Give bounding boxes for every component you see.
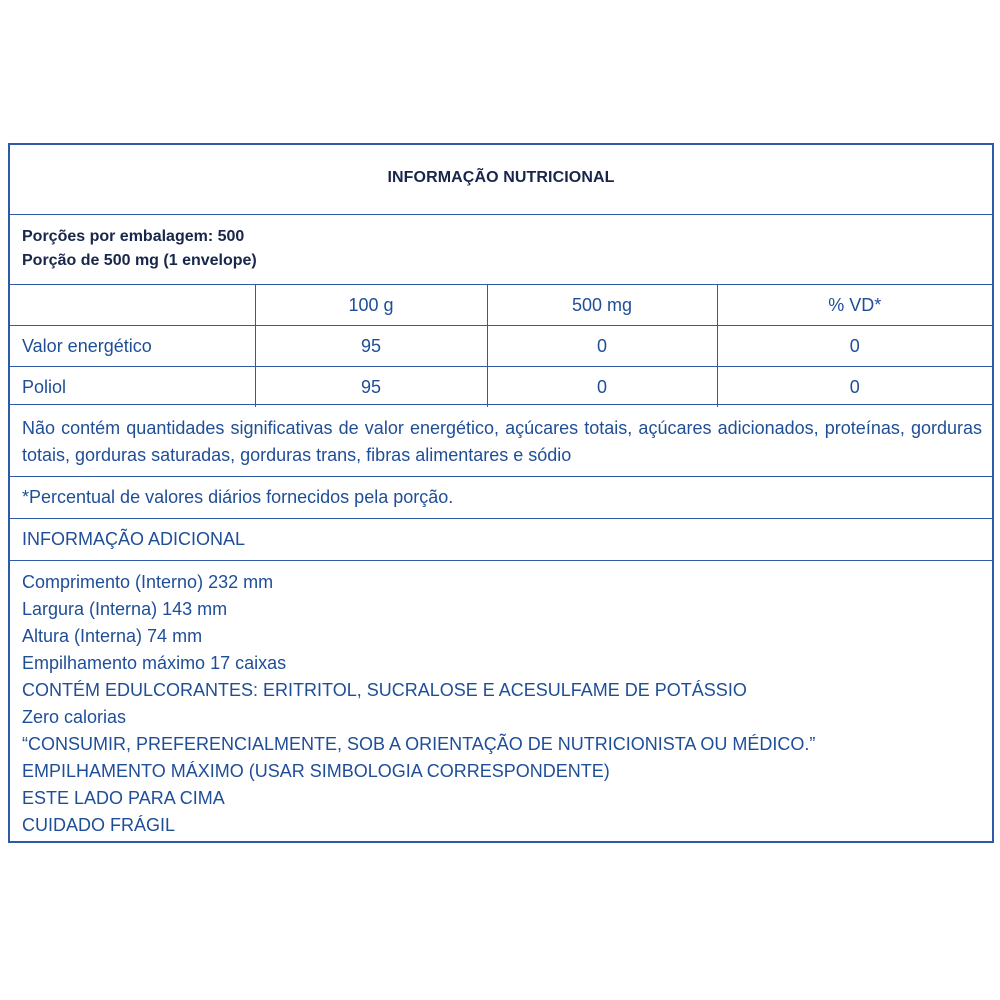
nutrient-value-vd: 0 [717, 326, 992, 367]
list-item: Largura (Interna) 143 mm [22, 599, 228, 619]
nutrition-facts-label [8, 143, 994, 843]
header-cell-100g: 100 g [255, 285, 487, 326]
list-item: ESTE LADO PARA CIMA [22, 788, 225, 808]
header-cell-empty [10, 285, 255, 326]
nutrient-value-500mg: 0 [487, 367, 717, 408]
table-row [10, 326, 992, 367]
nutrient-table [10, 285, 992, 407]
nutrient-name: Valor energético [10, 326, 255, 367]
title-section [10, 145, 992, 215]
additional-info-title: INFORMAÇÃO ADICIONAL [22, 529, 246, 549]
portions-section [10, 215, 992, 285]
header-cell-500mg: 500 mg [487, 285, 717, 326]
list-item: Zero calorias [22, 707, 127, 727]
note-section [10, 405, 992, 477]
list-item: Comprimento (Interno) 232 mm [22, 572, 274, 592]
portions-per-package: Porções por embalagem: 500 [22, 228, 245, 245]
nutrient-name: Poliol [10, 367, 255, 408]
nutrient-value-100g: 95 [255, 367, 487, 408]
list-item: Empilhamento máximo 17 caixas [22, 653, 287, 673]
list-item: “CONSUMIR, PREFERENCIALMENTE, SOB A ORIENTAÇÃO DE NUTRICIONISTA OU MÉDICO.” [22, 734, 816, 754]
nutrient-table-section [10, 285, 992, 405]
list-item: Altura (Interna) 74 mm [22, 626, 203, 646]
additional-info-list [22, 569, 982, 839]
table-header-row [10, 285, 992, 326]
label-title: INFORMAÇÃO NUTRICIONAL [387, 169, 615, 186]
list-item: EMPILHAMENTO MÁXIMO (USAR SIMBOLOGIA CORRESPONDENTE) [22, 761, 610, 781]
nutrient-value-100g: 95 [255, 326, 487, 367]
table-row [10, 367, 992, 408]
additional-title-section [10, 519, 992, 561]
list-item: CUIDADO FRÁGIL [22, 815, 176, 835]
footnote-section [10, 477, 992, 519]
nutrient-value-500mg: 0 [487, 326, 717, 367]
list-item: CONTÉM EDULCORANTES: ERITRITOL, SUCRALOSE E ACESULFAME DE POTÁSSIO [22, 680, 747, 700]
daily-value-footnote: *Percentual de valores diários fornecidos pela porção. [22, 487, 454, 507]
nutrient-value-vd: 0 [849, 376, 860, 397]
portions-info [22, 225, 257, 273]
not-significant-note: Não contém quantidades significativas de valor energético, açúcares totais, açúcares adicionados, proteínas, gorduras totais, gorduras saturadas, gorduras trans, fibras alimentares e sódio [22, 418, 982, 465]
header-cell-vd: % VD* [717, 285, 992, 326]
portion-size: Porção de 500 mg (1 envelope) [22, 252, 257, 269]
